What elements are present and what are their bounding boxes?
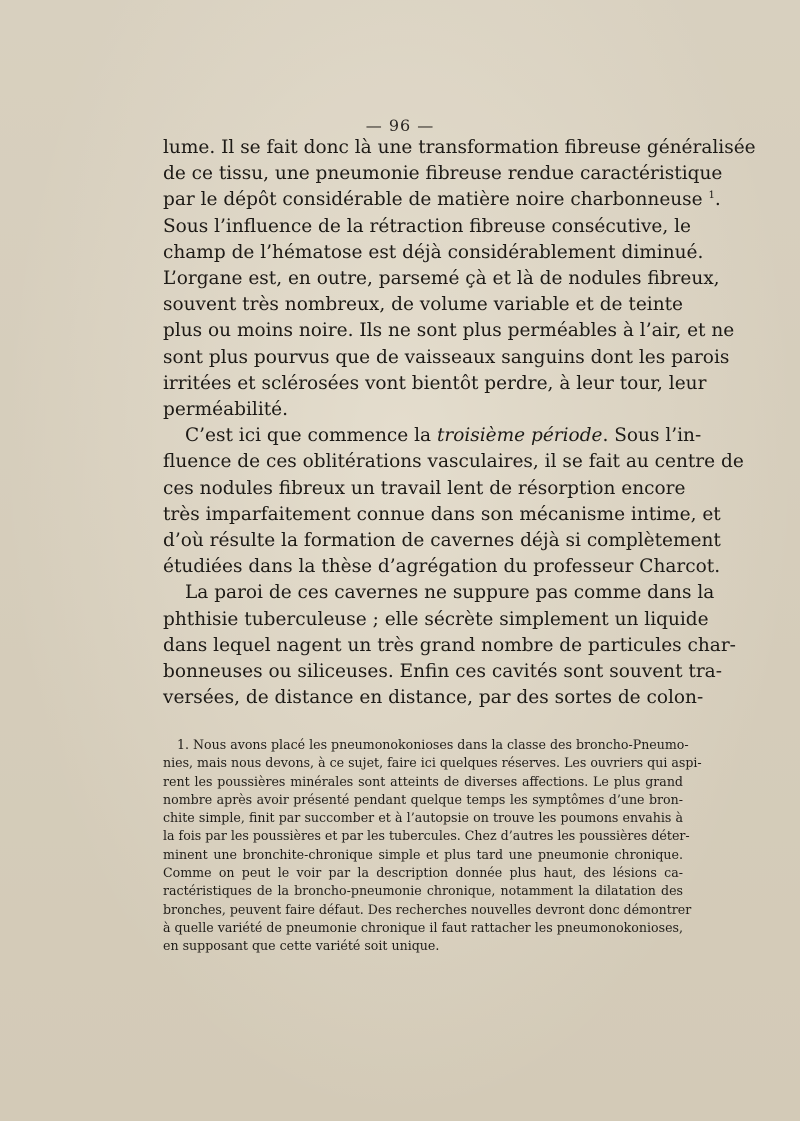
page-number: — 96 —	[365, 116, 435, 135]
text-line: phthisie tuberculeuse ; elle sécrète simplement un liquide	[163, 608, 709, 630]
text-segment: . Sous l’in-	[602, 425, 702, 447]
text-line: dans lequel nagent un très grand nombre de particules char-	[163, 634, 736, 656]
footnote-line: nombre après avoir présenté pendant quelque temps les symptômes d’une bron-	[163, 791, 683, 807]
footnote-line: ractéristiques de la broncho-pneumonie chronique, notamment la dilatation des	[163, 883, 683, 899]
text-line: ces nodules fibreux un travail lent de résorption encore	[163, 477, 686, 499]
footnote-line: rent les poussières minérales sont atteints de diverses affections. Le plus grand	[163, 773, 683, 789]
footnote-ref: 1	[708, 190, 715, 202]
footnote-line: en supposant que cette variété soit unique.	[163, 938, 440, 954]
text-line: fluence de ces oblitérations vasculaires, il se fait au centre de	[163, 451, 744, 473]
text-line: champ de l’hématose est déjà considérablement diminué.	[163, 241, 704, 263]
text-line: lume. Il se fait donc là une transformation fibreuse généralisée	[163, 137, 756, 158]
footnote-line: nies, mais nous devons, à ce sujet, faire ici quelques réserves. Les ouvriers qui aspi-	[163, 755, 702, 771]
text-segment: .	[714, 189, 721, 211]
footnote	[163, 736, 702, 956]
main-text	[163, 135, 756, 711]
text-line: de ce tissu, une pneumonie fibreuse rendue caractéristique	[163, 163, 723, 185]
text-line	[163, 187, 721, 213]
text-line: plus ou moins noire. Ils ne sont plus perméables à l’air, et ne	[163, 320, 735, 342]
text-line: versées, de distance en distance, par des sortes de colon-	[163, 687, 704, 709]
text-segment: par le dépôt considérable de matière noire charbonneuse	[163, 189, 703, 211]
footnote-line: bronches, peuvent faire défaut. Des recherches nouvelles devront donc démontrer	[163, 901, 692, 917]
italic-phrase: troisième période	[436, 425, 603, 447]
text-line: perméabilité.	[163, 399, 289, 421]
footnote-line: chite simple, finit par succomber et à l’autopsie on trouve les poumons envahis à	[163, 810, 683, 826]
footnote-line: Comme on peut le voir par la description donnée plus haut, des lésions ca-	[163, 865, 683, 881]
text-line: d’où résulte la formation de cavernes déjà si complètement	[163, 530, 721, 552]
text-segment: C’est ici que commence la	[185, 425, 432, 447]
text-line: L’organe est, en outre, parsemé çà et là de nodules fibreux,	[163, 268, 720, 290]
text-line	[163, 423, 702, 449]
text-line: sont plus pourvus que de vaisseaux sanguins dont les parois	[163, 346, 730, 368]
text-line: La paroi de ces cavernes ne suppure pas comme dans la	[185, 582, 715, 604]
text-line: étudiées dans la thèse d’agrégation du professeur Charcot.	[163, 556, 721, 578]
footnote-line: 1. Nous avons placé les pneumonokonioses dans la classe des broncho-Pneumo-	[177, 737, 689, 752]
text-line: très imparfaitement connue dans son mécanisme intime, et	[163, 503, 721, 525]
text-line: bonneuses ou siliceuses. Enfin ces cavités sont souvent tra-	[163, 661, 722, 683]
footnote-line: la fois par les poussières et par les tubercules. Chez d’autres les poussières déter-	[163, 828, 690, 844]
text-line: Sous l’influence de la rétraction fibreuse consécutive, le	[163, 215, 691, 237]
footnote-line: minent une bronchite-chronique simple et plus tard une pneumonie chronique.	[163, 846, 683, 862]
footnote-line: à quelle variété de pneumonie chronique il faut rattacher les pneumonokonioses,	[163, 919, 683, 935]
text-line: irritées et sclérosées vont bientôt perdre, à leur tour, leur	[163, 372, 707, 394]
text-line: souvent très nombreux, de volume variable et de teinte	[163, 294, 683, 316]
